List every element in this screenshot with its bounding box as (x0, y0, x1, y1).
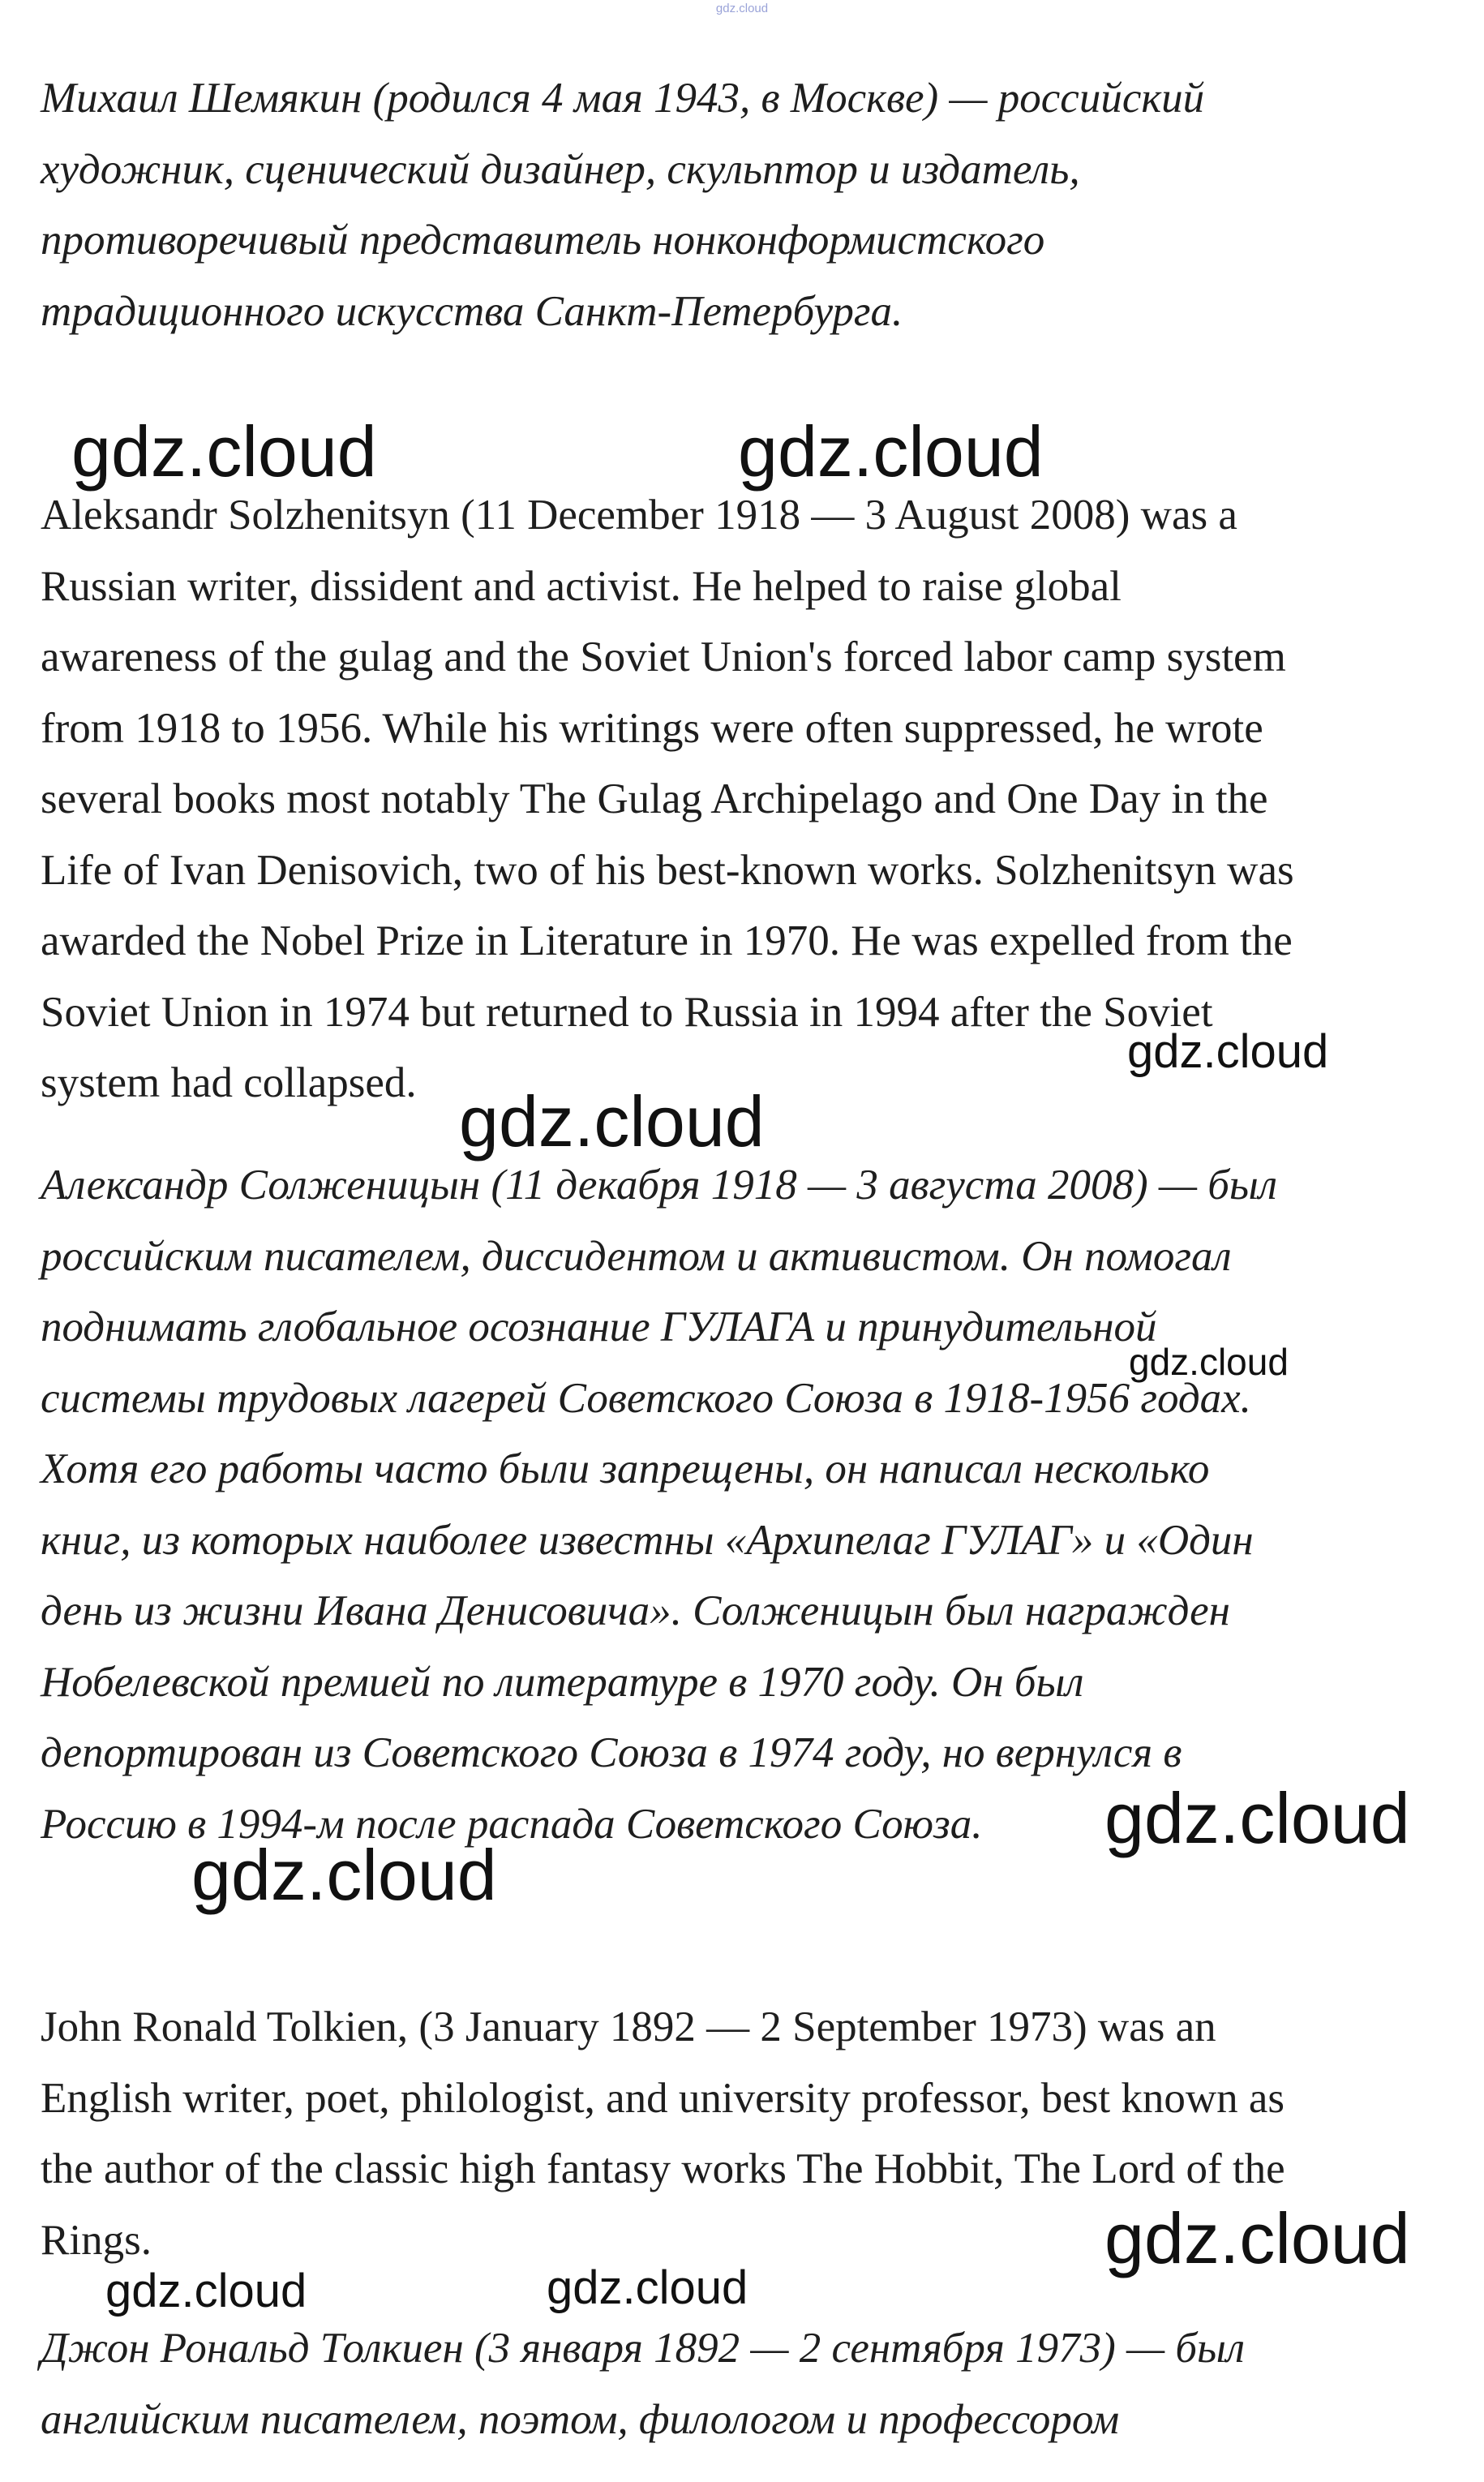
text-line: from 1918 to 1956. While his writings were often suppressed, he wrote (41, 704, 1263, 752)
text-line: Rings. (41, 2216, 152, 2264)
text-line: английским писателем, поэтом, филологом и профессором (41, 2395, 1120, 2443)
watermark: gdz.cloud (1129, 1341, 1289, 1383)
text-line: день из жизни Ивана Денисовича». Солженицын был награжден (41, 1587, 1230, 1634)
text-line: awarded the Nobel Prize in Literature in 1970. He was expelled from the (41, 917, 1293, 964)
text-line: художник, сценический дизайнер, скульптор и издатель, (41, 145, 1080, 193)
text-line: several books most notably The Gulag Archipelago and One Day in the (41, 775, 1268, 822)
header-watermark: gdz.cloud (715, 2, 769, 15)
watermark: gdz.cloud (191, 1835, 497, 1915)
text-line: системы трудовых лагерей Советского Союза в 1918-1956 годах. (41, 1374, 1251, 1422)
watermark: gdz.cloud (71, 411, 377, 492)
text-line: Джон Рональд Толкиен (3 января 1892 — 2 сентября 1973) — был (41, 2325, 1246, 2372)
watermark: gdz.cloud (1104, 1778, 1410, 1858)
text-line: поднимать глобальное осознание ГУЛАГА и принудительной (41, 1303, 1157, 1350)
watermark: gdz.cloud (1127, 1025, 1329, 1078)
paragraph-solzhenitsyn-ru (41, 1150, 1468, 1860)
text-line: книг, из которых наиболее известны «Архипелаг ГУЛАГ» и «Один (41, 1516, 1254, 1564)
paragraph-tolkien-ru (41, 2313, 1468, 2455)
paragraph-solzhenitsyn-en (41, 480, 1468, 1119)
text-line: противоречивый представитель нонконформистского (41, 217, 1045, 264)
text-line: the author of the classic high fantasy works The Hobbit, The Lord of the (41, 2145, 1285, 2192)
watermark: gdz.cloud (738, 411, 1044, 492)
text-line: Soviet Union in 1974 but returned to Russia in 1994 after the Soviet (41, 988, 1213, 1036)
text-line: Нобелевской премией по литературе в 1970 году. Он был (41, 1658, 1084, 1706)
watermark: gdz.cloud (459, 1081, 765, 1162)
watermark: gdz.cloud (547, 2261, 748, 2314)
text-line: Михаил Шемякин (родился 4 мая 1943, в Москве) — российский (41, 75, 1205, 122)
text-line: российским писателем, диссидентом и активистом. Он помогал (41, 1232, 1232, 1280)
text-line: традиционного искусства Санкт-Петербурга. (41, 287, 903, 335)
text-line: Александр Солженицын (11 декабря 1918 — 3 августа 2008) — был (41, 1162, 1277, 1209)
text-line: John Ronald Tolkien, (3 January 1892 — 2 September 1973) was an (41, 2003, 1216, 2050)
watermark: gdz.cloud (1104, 2198, 1410, 2278)
text-line: депортирован из Советского Союза в 1974 году, но вернулся в (41, 1729, 1182, 1776)
text-line: English writer, poet, philologist, and university professor, best known as (41, 2074, 1285, 2122)
text-line: Russian writer, dissident and activist. He helped to raise global (41, 562, 1122, 610)
text-line: Россию в 1994-м после распада Советского Союза. (41, 1800, 983, 1848)
text-line: Aleksandr Solzhenitsyn (11 December 1918 — 3 August 2008) was a (41, 492, 1237, 539)
text-line: Life of Ivan Denisovich, two of his best-known works. Solzhenitsyn was (41, 846, 1294, 894)
watermark: gdz.cloud (105, 2265, 307, 2317)
text-line: system had collapsed. (41, 1059, 417, 1106)
text-line: awareness of the gulag and the Soviet Union's forced labor camp system (41, 633, 1286, 681)
text-line: Хотя его работы часто были запрещены, он написал несколько (41, 1445, 1210, 1492)
paragraph-shemyakin-ru (41, 63, 1468, 347)
